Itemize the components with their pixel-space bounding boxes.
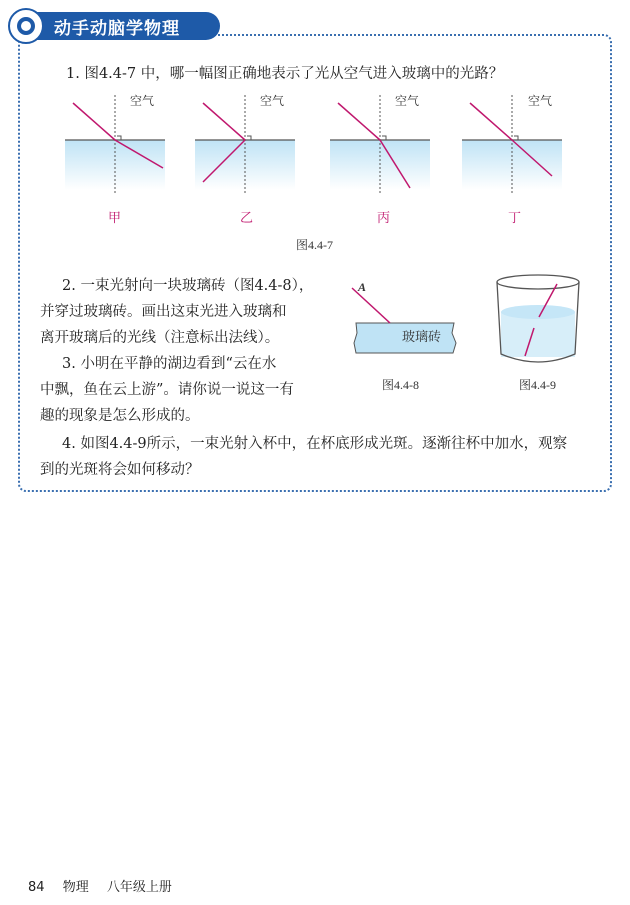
medium-label-3: 空气 <box>395 94 420 108</box>
medium-label-2: 空气 <box>260 94 285 108</box>
footer-subject: 物理 <box>62 880 89 895</box>
question-3-line-2: 中飘，鱼在云上游”。请你说一说这一有 <box>40 382 294 398</box>
section-banner <box>10 12 220 40</box>
medium-label-1: 空气 <box>130 94 155 108</box>
question-4-line-2: 到的光斑将会如何移动？ <box>40 462 200 478</box>
question-4-line-1: 4. 如图4.4-9所示，一束光射入杯中，在杯底形成光斑。逐渐往杯中加水，观察 <box>62 436 568 452</box>
question-1: 1. 图4.4-7 中，哪一幅图正确地表示了光从空气进入玻璃中的光路？ <box>66 66 504 82</box>
panel-label-bing: 丙 <box>377 211 391 226</box>
section-title: 动手动脑学物理 <box>54 18 180 39</box>
panel-label-yi: 乙 <box>240 211 254 226</box>
page-footer <box>28 876 186 895</box>
panel-label-ding: 丁 <box>508 211 522 226</box>
figure-4-4-8-glass-block <box>350 278 460 358</box>
page-number: 84 <box>28 880 45 895</box>
footer-grade: 八年级上册 <box>106 880 172 895</box>
figure-4-4-9-beaker <box>493 272 583 372</box>
question-2-line-2: 并穿过玻璃砖。画出这束光进入玻璃和 <box>40 304 287 320</box>
point-a-label: A <box>358 280 367 294</box>
figure-caption-4-4-7: 图4.4-7 <box>296 238 333 252</box>
question-2-line-1: 2. 一束光射向一块玻璃砖（图4.4-8）， <box>62 278 314 294</box>
target-icon <box>8 8 44 44</box>
figure-caption-4-4-8: 图4.4-8 <box>382 378 419 392</box>
question-3-line-3: 趣的现象是怎么形成的。 <box>40 408 200 424</box>
question-3-line-1: 3. 小明在平静的湖边看到“云在水 <box>62 356 277 372</box>
figure-caption-4-4-9: 图4.4-9 <box>519 378 556 392</box>
panel-label-jia: 甲 <box>108 211 122 226</box>
medium-label-4: 空气 <box>528 94 553 108</box>
question-2-line-3: 离开玻璃后的光线（注意标出法线）。 <box>40 330 280 346</box>
glass-block-label: 玻璃砖 <box>402 330 442 345</box>
